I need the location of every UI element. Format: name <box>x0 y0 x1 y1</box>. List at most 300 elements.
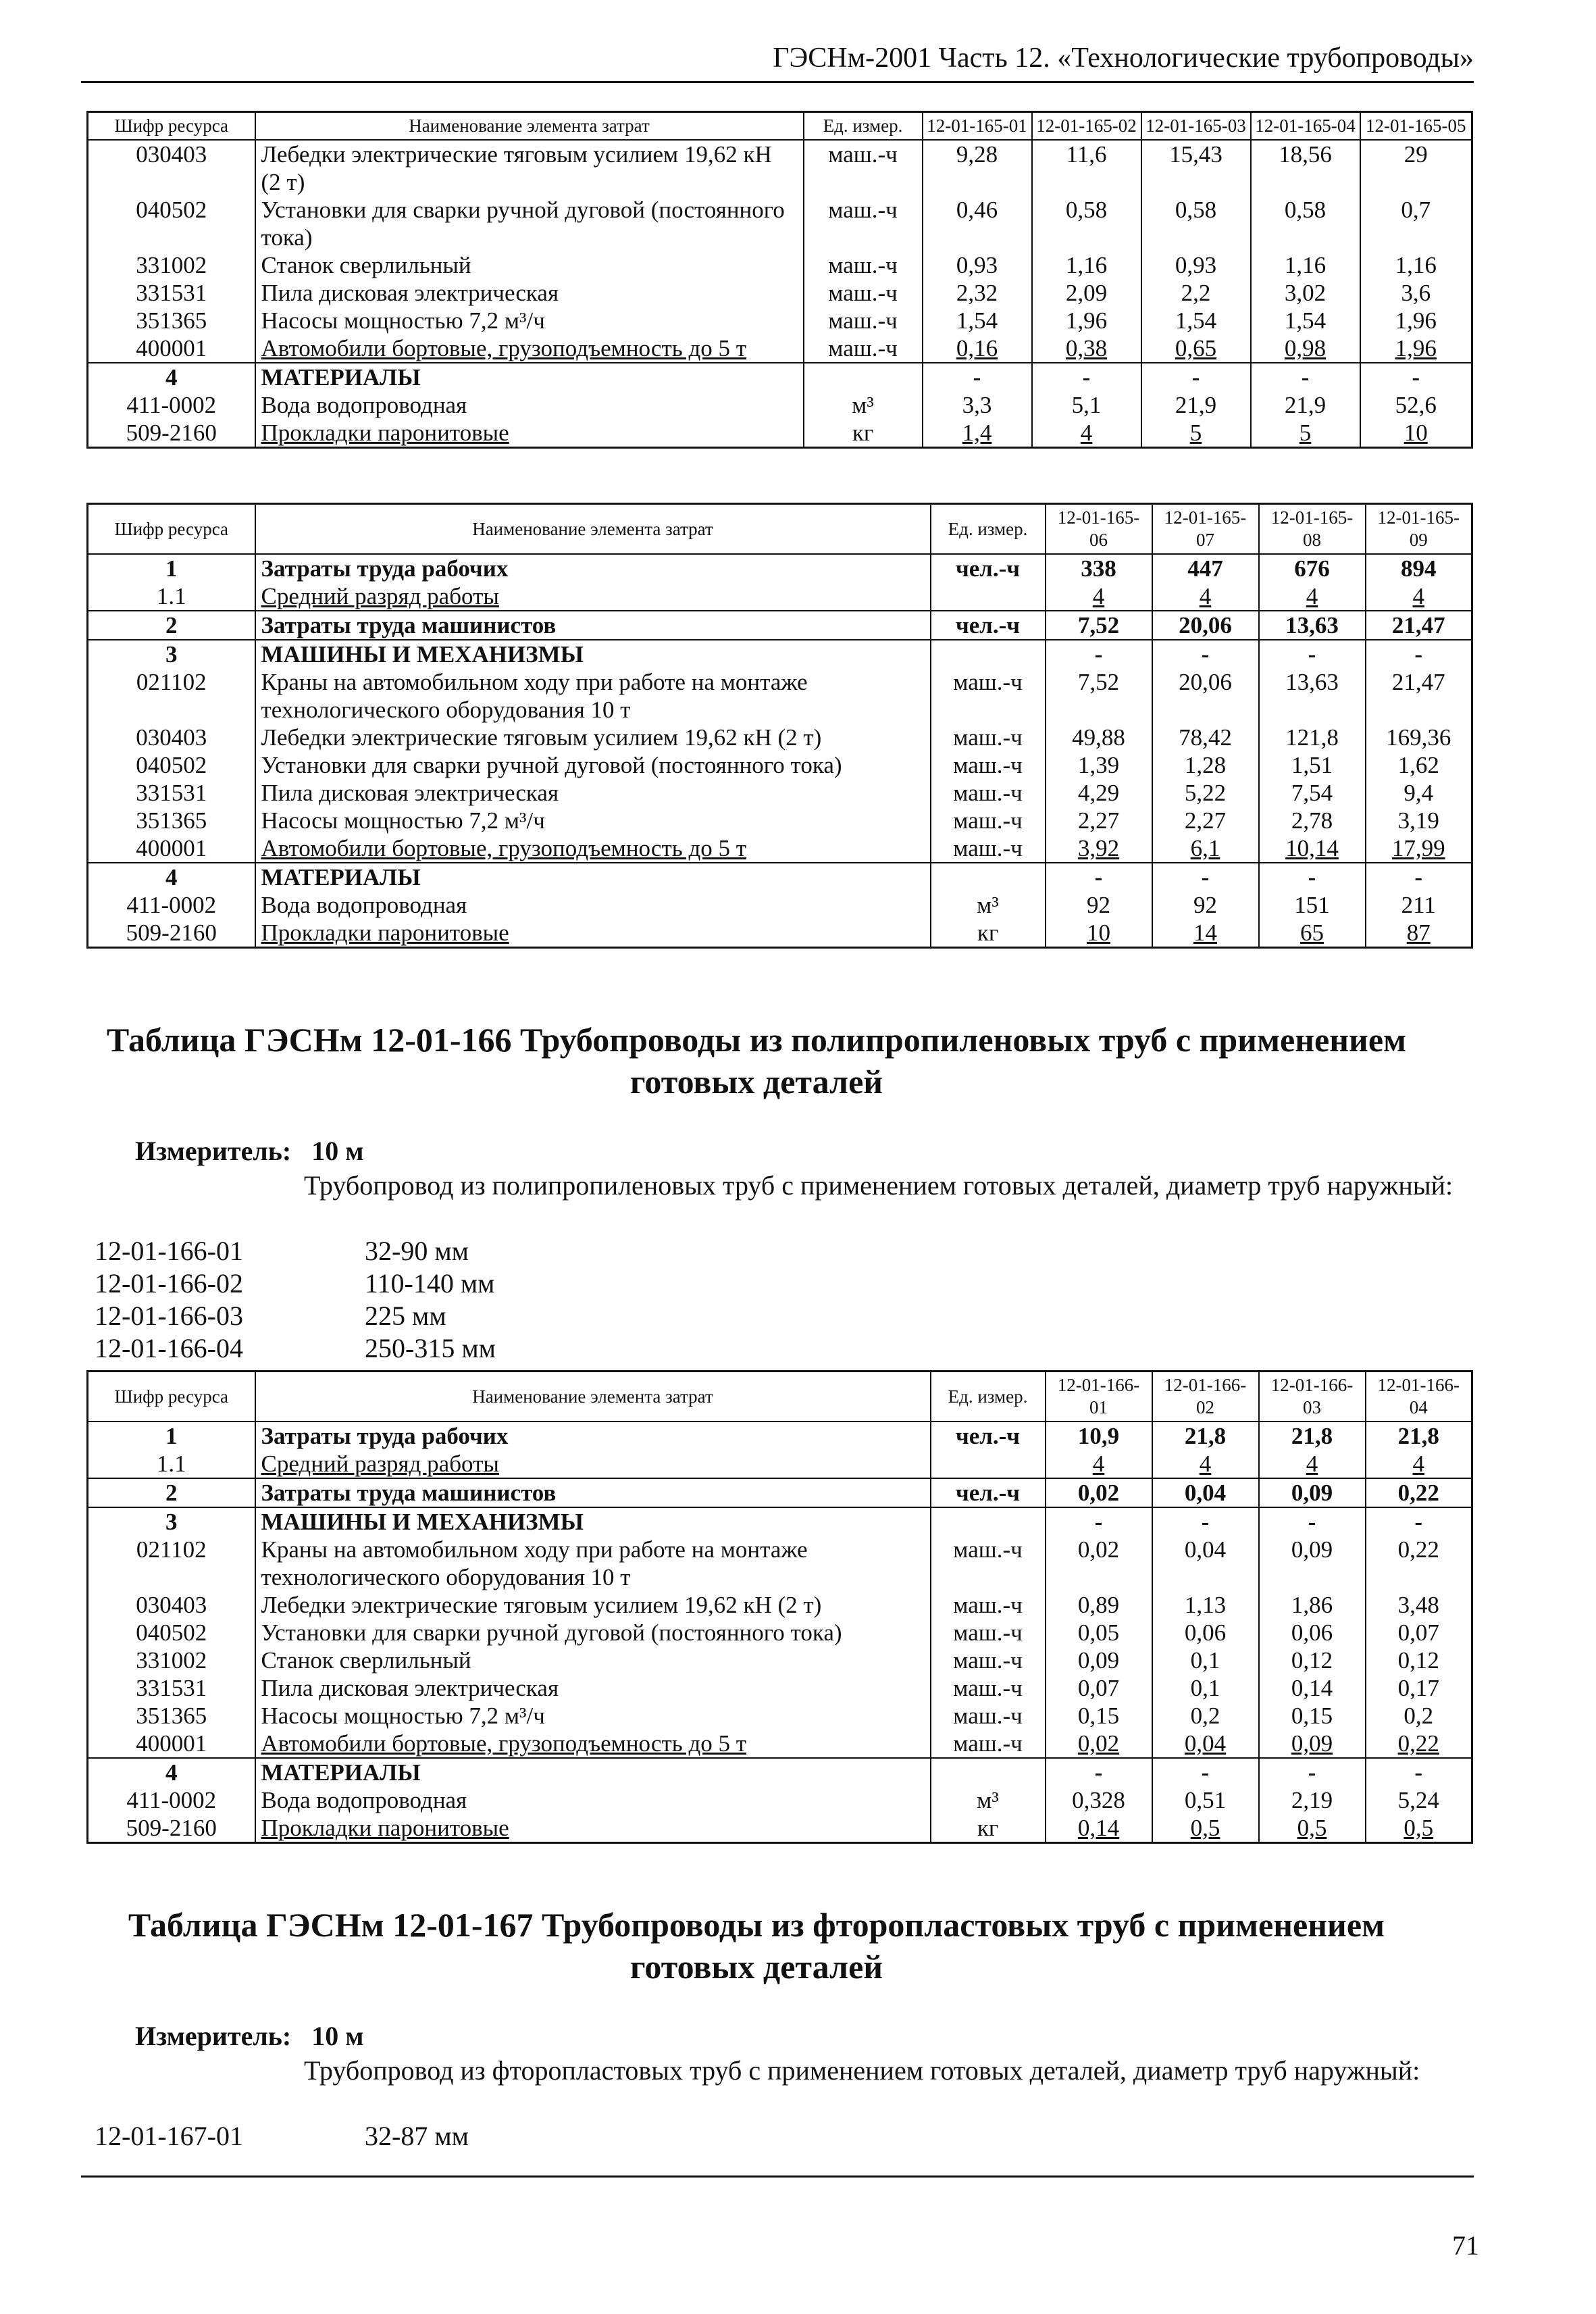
cell-value: - <box>1251 363 1360 391</box>
cell-value: - <box>1152 1507 1259 1536</box>
table-row <box>88 1422 1472 1450</box>
cell-value: 2,2 <box>1141 279 1251 307</box>
cell-name: Лебедки электрические тяговым усилием 19,62 кН (2 т) <box>255 140 804 196</box>
col-header-code: Шифр ресурса <box>88 112 255 141</box>
cell-code: 509-2160 <box>88 419 255 448</box>
cell-value: 4 <box>1032 419 1141 448</box>
cell-code: 331531 <box>88 279 255 307</box>
cell-unit: маш.-ч <box>804 307 923 334</box>
running-header: ГЭСНм-2001 Часть 12. «Технологические трубопроводы» <box>81 42 1474 83</box>
description-166: Трубопровод из полипропиленовых труб с применением готовых деталей, диаметр труб наружный: <box>304 1170 1453 1201</box>
cell-name: Затраты труда машинистов <box>255 611 931 640</box>
table-166 <box>86 1370 1473 1844</box>
cell-value: 1,16 <box>1251 251 1360 279</box>
cell-code: 411-0002 <box>88 891 255 919</box>
cell-value: 0,2 <box>1366 1702 1472 1730</box>
cell-name: Лебедки электрические тяговым усилием 19,62 кН (2 т) <box>255 724 931 751</box>
cell-unit: маш.-ч <box>804 196 923 251</box>
cell-unit: чел.-ч <box>931 1478 1046 1507</box>
cell-name: МАТЕРИАЛЫ <box>255 1758 931 1786</box>
cell-name: Насосы мощностью 7,2 м³/ч <box>255 1702 931 1730</box>
cell-value: 21,8 <box>1259 1422 1366 1450</box>
cell-value: 1,13 <box>1152 1591 1259 1619</box>
cell-unit: кг <box>804 419 923 448</box>
cell-unit <box>931 582 1046 611</box>
table-title-166: Таблица ГЭСНм 12-01-166 Трубопроводы из полипропиленовых труб с применением готовых деталей <box>106 1021 1407 1101</box>
cell-code: 351365 <box>88 1702 255 1730</box>
table-row <box>88 919 1472 948</box>
cell-name: Вода водопроводная <box>255 1786 931 1814</box>
cell-value: 4,29 <box>1046 779 1152 807</box>
cell-name: Пила дисковая электрическая <box>255 279 804 307</box>
cell-code: 1 <box>88 554 255 582</box>
cell-unit <box>931 640 1046 668</box>
cell-code: 4 <box>88 1758 255 1786</box>
cell-value: 0,38 <box>1032 334 1141 363</box>
cell-code: 351365 <box>88 807 255 834</box>
cell-name: Установки для сварки ручной дуговой (постоянного тока) <box>255 1619 931 1646</box>
code-row <box>95 1300 496 1332</box>
cell-value: 0,46 <box>923 196 1032 251</box>
cell-value: 9,4 <box>1366 779 1472 807</box>
cell-value: 0,51 <box>1152 1786 1259 1814</box>
cell-value: 0,09 <box>1046 1646 1152 1674</box>
cell-value: 0,5 <box>1259 1814 1366 1843</box>
cell-value: 211 <box>1366 891 1472 919</box>
cell-value: 0,06 <box>1152 1619 1259 1646</box>
cell-value: 1,96 <box>1032 307 1141 334</box>
cell-value: 1,96 <box>1360 307 1472 334</box>
cell-value: 0,15 <box>1046 1702 1152 1730</box>
col-header-code: Шифр ресурса <box>88 504 255 555</box>
code-value: 32-87 мм <box>365 2121 469 2151</box>
col-header-norm: 12-01-165-02 <box>1032 112 1141 141</box>
cell-value: 0,89 <box>1046 1591 1152 1619</box>
cell-code: 509-2160 <box>88 1814 255 1843</box>
cell-name: Лебедки электрические тяговым усилием 19,62 кН (2 т) <box>255 1591 931 1619</box>
cell-value: 15,43 <box>1141 140 1251 196</box>
cell-unit: маш.-ч <box>804 140 923 196</box>
cell-name: МАШИНЫ И МЕХАНИЗМЫ <box>255 1507 931 1536</box>
cell-value: 5 <box>1141 419 1251 448</box>
col-header-unit: Ед. измер. <box>931 1372 1046 1422</box>
cell-value: - <box>1366 640 1472 668</box>
table-row <box>88 891 1472 919</box>
table-row <box>88 1646 1472 1674</box>
table-row <box>88 582 1472 611</box>
cell-value: - <box>1046 640 1152 668</box>
cell-value: 0,22 <box>1366 1536 1472 1591</box>
cell-name: Вода водопроводная <box>255 391 804 419</box>
cell-value: 17,99 <box>1366 834 1472 863</box>
table-row <box>88 334 1472 363</box>
cell-name: Краны на автомобильном ходу при работе на монтаже технологического оборудования 10 т <box>255 668 931 724</box>
cell-unit: чел.-ч <box>931 554 1046 582</box>
table-row <box>88 863 1472 891</box>
col-header-norm: 12-01-165-07 <box>1152 504 1259 555</box>
cell-value: 0,12 <box>1259 1646 1366 1674</box>
cell-value: 0,12 <box>1366 1646 1472 1674</box>
cell-value: 0,58 <box>1251 196 1360 251</box>
cell-value: 0,58 <box>1032 196 1141 251</box>
cell-value: 0,06 <box>1259 1619 1366 1646</box>
cell-value: 0,05 <box>1046 1619 1152 1646</box>
cell-value: 4 <box>1366 582 1472 611</box>
cell-value: 92 <box>1046 891 1152 919</box>
cell-value: 0,02 <box>1046 1536 1152 1591</box>
cell-unit: маш.-ч <box>804 279 923 307</box>
cell-value: 4 <box>1152 582 1259 611</box>
cell-value: 87 <box>1366 919 1472 948</box>
cell-value: - <box>923 363 1032 391</box>
cell-value: 78,42 <box>1152 724 1259 751</box>
bottom-rule <box>81 2175 1474 2178</box>
page-number: 71 <box>1452 2230 1479 2261</box>
cell-value: 65 <box>1259 919 1366 948</box>
cell-code: 1 <box>88 1422 255 1450</box>
code: 12-01-166-02 <box>95 1268 243 1299</box>
description-167: Трубопровод из фторопластовых труб с применением готовых деталей, диаметр труб наружный: <box>304 2055 1420 2086</box>
cell-name: Прокладки паронитовые <box>255 919 931 948</box>
cell-value: 4 <box>1152 1450 1259 1478</box>
cell-unit: маш.-ч <box>804 334 923 363</box>
code-row <box>95 1332 496 1365</box>
table-row <box>88 1786 1472 1814</box>
cell-value: 447 <box>1152 554 1259 582</box>
cell-value: - <box>1259 1507 1366 1536</box>
cell-value: 5 <box>1251 419 1360 448</box>
col-header-name: Наименование элемента затрат <box>255 504 931 555</box>
cell-code: 4 <box>88 363 255 391</box>
cell-value: 0,2 <box>1152 1702 1259 1730</box>
code-value: 225 мм <box>365 1301 446 1331</box>
table-row <box>88 140 1472 196</box>
cell-value: 0,22 <box>1366 1730 1472 1758</box>
cell-unit: маш.-ч <box>931 1674 1046 1702</box>
col-header-norm: 12-01-166-03 <box>1259 1372 1366 1422</box>
cell-code: 3 <box>88 640 255 668</box>
cell-value: 0,16 <box>923 334 1032 363</box>
cell-name: Вода водопроводная <box>255 891 931 919</box>
cell-value: 0,7 <box>1360 196 1472 251</box>
cell-name: Насосы мощностью 7,2 м³/ч <box>255 307 804 334</box>
table-165-part2 <box>86 503 1473 949</box>
code-row <box>95 1235 496 1267</box>
cell-value: - <box>1046 1758 1152 1786</box>
cell-value: 7,52 <box>1046 668 1152 724</box>
table-row <box>88 1591 1472 1619</box>
cell-value: 11,6 <box>1032 140 1141 196</box>
table-row <box>88 1478 1472 1507</box>
col-header-name: Наименование элемента затрат <box>255 112 804 141</box>
cell-value: 0,1 <box>1152 1674 1259 1702</box>
col-header-norm: 12-01-166-02 <box>1152 1372 1259 1422</box>
cell-value: - <box>1360 363 1472 391</box>
cell-code: 030403 <box>88 724 255 751</box>
cell-value: 4 <box>1046 1450 1152 1478</box>
col-header-code: Шифр ресурса <box>88 1372 255 1422</box>
col-header-norm: 12-01-166-01 <box>1046 1372 1152 1422</box>
cell-unit: маш.-ч <box>931 834 1046 863</box>
table-row <box>88 668 1472 724</box>
cell-unit: м³ <box>931 891 1046 919</box>
code-list-166 <box>95 1235 496 1365</box>
measure-value: 10 м <box>311 1136 364 1166</box>
cell-unit: маш.-ч <box>931 724 1046 751</box>
cell-value: 0,65 <box>1141 334 1251 363</box>
cell-value: 0,58 <box>1141 196 1251 251</box>
cell-name: Станок сверлильный <box>255 251 804 279</box>
cell-unit: маш.-ч <box>931 1536 1046 1591</box>
table-row <box>88 1450 1472 1478</box>
table-row <box>88 1536 1472 1591</box>
cell-value: 7,52 <box>1046 611 1152 640</box>
cell-value: - <box>1152 863 1259 891</box>
table-row <box>88 307 1472 334</box>
cell-name: Автомобили бортовые, грузоподъемность до 5 т <box>255 334 804 363</box>
cell-value: 0,93 <box>1141 251 1251 279</box>
cell-code: 411-0002 <box>88 1786 255 1814</box>
cell-name: Краны на автомобильном ходу при работе на монтаже технологического оборудования 10 т <box>255 1536 931 1591</box>
col-header-norm: 12-01-165-05 <box>1360 112 1472 141</box>
cell-value: 0,04 <box>1152 1478 1259 1507</box>
table-row <box>88 1814 1472 1843</box>
code: 12-01-166-01 <box>95 1236 243 1266</box>
table-row <box>88 751 1472 779</box>
cell-value: 169,36 <box>1366 724 1472 751</box>
cell-code: 021102 <box>88 668 255 724</box>
cell-value: 3,3 <box>923 391 1032 419</box>
cell-value: - <box>1366 1507 1472 1536</box>
cell-unit: кг <box>931 919 1046 948</box>
cell-code: 030403 <box>88 1591 255 1619</box>
cell-unit: кг <box>931 1814 1046 1843</box>
cell-unit <box>931 1507 1046 1536</box>
cell-value: 20,06 <box>1152 611 1259 640</box>
cell-value: 29 <box>1360 140 1472 196</box>
cell-value: 151 <box>1259 891 1366 919</box>
table-row <box>88 1758 1472 1786</box>
cell-unit: чел.-ч <box>931 1422 1046 1450</box>
cell-value: 0,1 <box>1152 1646 1259 1674</box>
col-header-norm: 12-01-165-06 <box>1046 504 1152 555</box>
cell-unit: маш.-ч <box>931 779 1046 807</box>
cell-name: МАШИНЫ И МЕХАНИЗМЫ <box>255 640 931 668</box>
cell-value: 0,04 <box>1152 1536 1259 1591</box>
cell-value: 5,1 <box>1032 391 1141 419</box>
cell-code: 411-0002 <box>88 391 255 419</box>
cell-value: 5,24 <box>1366 1786 1472 1814</box>
cell-value: 121,8 <box>1259 724 1366 751</box>
cell-value: 3,48 <box>1366 1591 1472 1619</box>
table-title-167: Таблица ГЭСНм 12-01-167 Трубопроводы из фторопластовых труб с применением готовых деталей <box>128 1906 1385 1986</box>
cell-code: 400001 <box>88 1730 255 1758</box>
cell-value: - <box>1032 363 1141 391</box>
table-row <box>88 807 1472 834</box>
cell-value: 1,4 <box>923 419 1032 448</box>
cell-value: - <box>1141 363 1251 391</box>
table-row <box>88 1674 1472 1702</box>
cell-value: 18,56 <box>1251 140 1360 196</box>
cell-value: 21,9 <box>1251 391 1360 419</box>
col-header-unit: Ед. измер. <box>804 112 923 141</box>
cell-value: - <box>1046 1507 1152 1536</box>
cell-unit: маш.-ч <box>931 751 1046 779</box>
cell-value: - <box>1366 863 1472 891</box>
cell-code: 2 <box>88 1478 255 1507</box>
cell-value: 1,51 <box>1259 751 1366 779</box>
cell-code: 400001 <box>88 334 255 363</box>
cell-value: 52,6 <box>1360 391 1472 419</box>
cell-code: 040502 <box>88 196 255 251</box>
cell-name: Пила дисковая электрическая <box>255 1674 931 1702</box>
cell-value: 3,92 <box>1046 834 1152 863</box>
cell-unit: маш.-ч <box>931 1619 1046 1646</box>
cell-value: 0,02 <box>1046 1478 1152 1507</box>
cell-name: Установки для сварки ручной дуговой (постоянного тока) <box>255 751 931 779</box>
cell-value: 1,54 <box>923 307 1032 334</box>
cell-name: Затраты труда машинистов <box>255 1478 931 1507</box>
table-row <box>88 363 1472 391</box>
table-row <box>88 391 1472 419</box>
cell-name: Прокладки паронитовые <box>255 1814 931 1843</box>
cell-name: Автомобили бортовые, грузоподъемность до 5 т <box>255 834 931 863</box>
cell-unit: маш.-ч <box>931 1730 1046 1758</box>
cell-name: Затраты труда рабочих <box>255 1422 931 1450</box>
cell-code: 040502 <box>88 1619 255 1646</box>
cell-unit: чел.-ч <box>931 611 1046 640</box>
cell-value: 0,07 <box>1366 1619 1472 1646</box>
cell-value: - <box>1152 1758 1259 1786</box>
cell-value: 0,328 <box>1046 1786 1152 1814</box>
cell-value: - <box>1259 1758 1366 1786</box>
cell-value: 2,32 <box>923 279 1032 307</box>
table-row <box>88 611 1472 640</box>
cell-value: 21,47 <box>1366 668 1472 724</box>
cell-value: 1,54 <box>1251 307 1360 334</box>
table-row <box>88 251 1472 279</box>
cell-value: 0,07 <box>1046 1674 1152 1702</box>
cell-value: 3,6 <box>1360 279 1472 307</box>
cell-code: 2 <box>88 611 255 640</box>
cell-value: 676 <box>1259 554 1366 582</box>
cell-unit <box>931 1758 1046 1786</box>
cell-value: - <box>1046 863 1152 891</box>
cell-name: Станок сверлильный <box>255 1646 931 1674</box>
table-row <box>88 834 1472 863</box>
cell-unit: маш.-ч <box>931 1702 1046 1730</box>
cell-value: 5,22 <box>1152 779 1259 807</box>
cell-code: 331531 <box>88 779 255 807</box>
cell-value: 49,88 <box>1046 724 1152 751</box>
cell-value: 10,14 <box>1259 834 1366 863</box>
cell-value: 1,54 <box>1141 307 1251 334</box>
cell-name: Пила дисковая электрическая <box>255 779 931 807</box>
cell-unit: маш.-ч <box>804 251 923 279</box>
cell-value: 3,02 <box>1251 279 1360 307</box>
cell-name: Затраты труда рабочих <box>255 554 931 582</box>
cell-value: 2,09 <box>1032 279 1141 307</box>
cell-unit: маш.-ч <box>931 807 1046 834</box>
cell-unit: м³ <box>804 391 923 419</box>
cell-value: 21,47 <box>1366 611 1472 640</box>
cell-value: 14 <box>1152 919 1259 948</box>
table-row <box>88 1619 1472 1646</box>
table-row <box>88 419 1472 448</box>
cell-value: 1,39 <box>1046 751 1152 779</box>
table-row <box>88 640 1472 668</box>
cell-unit <box>931 1450 1046 1478</box>
cell-value: 0,09 <box>1259 1536 1366 1591</box>
cell-value: 4 <box>1259 1450 1366 1478</box>
cell-value: 10,9 <box>1046 1422 1152 1450</box>
cell-code: 1.1 <box>88 1450 255 1478</box>
cell-code: 331002 <box>88 251 255 279</box>
cell-name: Насосы мощностью 7,2 м³/ч <box>255 807 931 834</box>
cell-unit: маш.-ч <box>931 668 1046 724</box>
cell-value: 338 <box>1046 554 1152 582</box>
table-row <box>88 1507 1472 1536</box>
code-row <box>95 2120 469 2153</box>
cell-value: 92 <box>1152 891 1259 919</box>
cell-name: Средний разряд работы <box>255 1450 931 1478</box>
cell-code: 3 <box>88 1507 255 1536</box>
cell-value: 4 <box>1366 1450 1472 1478</box>
cell-value: 894 <box>1366 554 1472 582</box>
table-row <box>88 279 1472 307</box>
cell-value: 0,17 <box>1366 1674 1472 1702</box>
measure-label: Измеритель: <box>135 2021 292 2051</box>
col-header-unit: Ед. измер. <box>931 504 1046 555</box>
cell-code: 030403 <box>88 140 255 196</box>
code: 12-01-166-03 <box>95 1301 243 1331</box>
cell-value: 21,8 <box>1152 1422 1259 1450</box>
cell-value: 0,09 <box>1259 1478 1366 1507</box>
cell-unit <box>804 363 923 391</box>
cell-unit <box>931 863 1046 891</box>
table-row <box>88 779 1472 807</box>
cell-value: 0,02 <box>1046 1730 1152 1758</box>
code: 12-01-166-04 <box>95 1333 243 1363</box>
cell-value: - <box>1152 640 1259 668</box>
cell-value: 0,09 <box>1259 1730 1366 1758</box>
measure-166 <box>135 1135 363 1167</box>
cell-code: 040502 <box>88 751 255 779</box>
cell-value: 0,22 <box>1366 1478 1472 1507</box>
table-row <box>88 1730 1472 1758</box>
cell-value: 1,96 <box>1360 334 1472 363</box>
cell-name: МАТЕРИАЛЫ <box>255 363 804 391</box>
cell-unit: маш.-ч <box>931 1646 1046 1674</box>
col-header-norm: 12-01-165-03 <box>1141 112 1251 141</box>
cell-value: 13,63 <box>1259 611 1366 640</box>
cell-value: 0,14 <box>1259 1674 1366 1702</box>
cell-value: 21,8 <box>1366 1422 1472 1450</box>
cell-value: 0,5 <box>1152 1814 1259 1843</box>
measure-value: 10 м <box>311 2021 364 2051</box>
cell-code: 021102 <box>88 1536 255 1591</box>
cell-value: 2,27 <box>1152 807 1259 834</box>
cell-value: 1,62 <box>1366 751 1472 779</box>
cell-value: 0,15 <box>1259 1702 1366 1730</box>
table-165-part1 <box>86 111 1473 449</box>
cell-value: 2,27 <box>1046 807 1152 834</box>
cell-value: 9,28 <box>923 140 1032 196</box>
cell-name: Прокладки паронитовые <box>255 419 804 448</box>
cell-value: 4 <box>1046 582 1152 611</box>
cell-value: 10 <box>1046 919 1152 948</box>
measure-label: Измеритель: <box>135 1136 292 1166</box>
